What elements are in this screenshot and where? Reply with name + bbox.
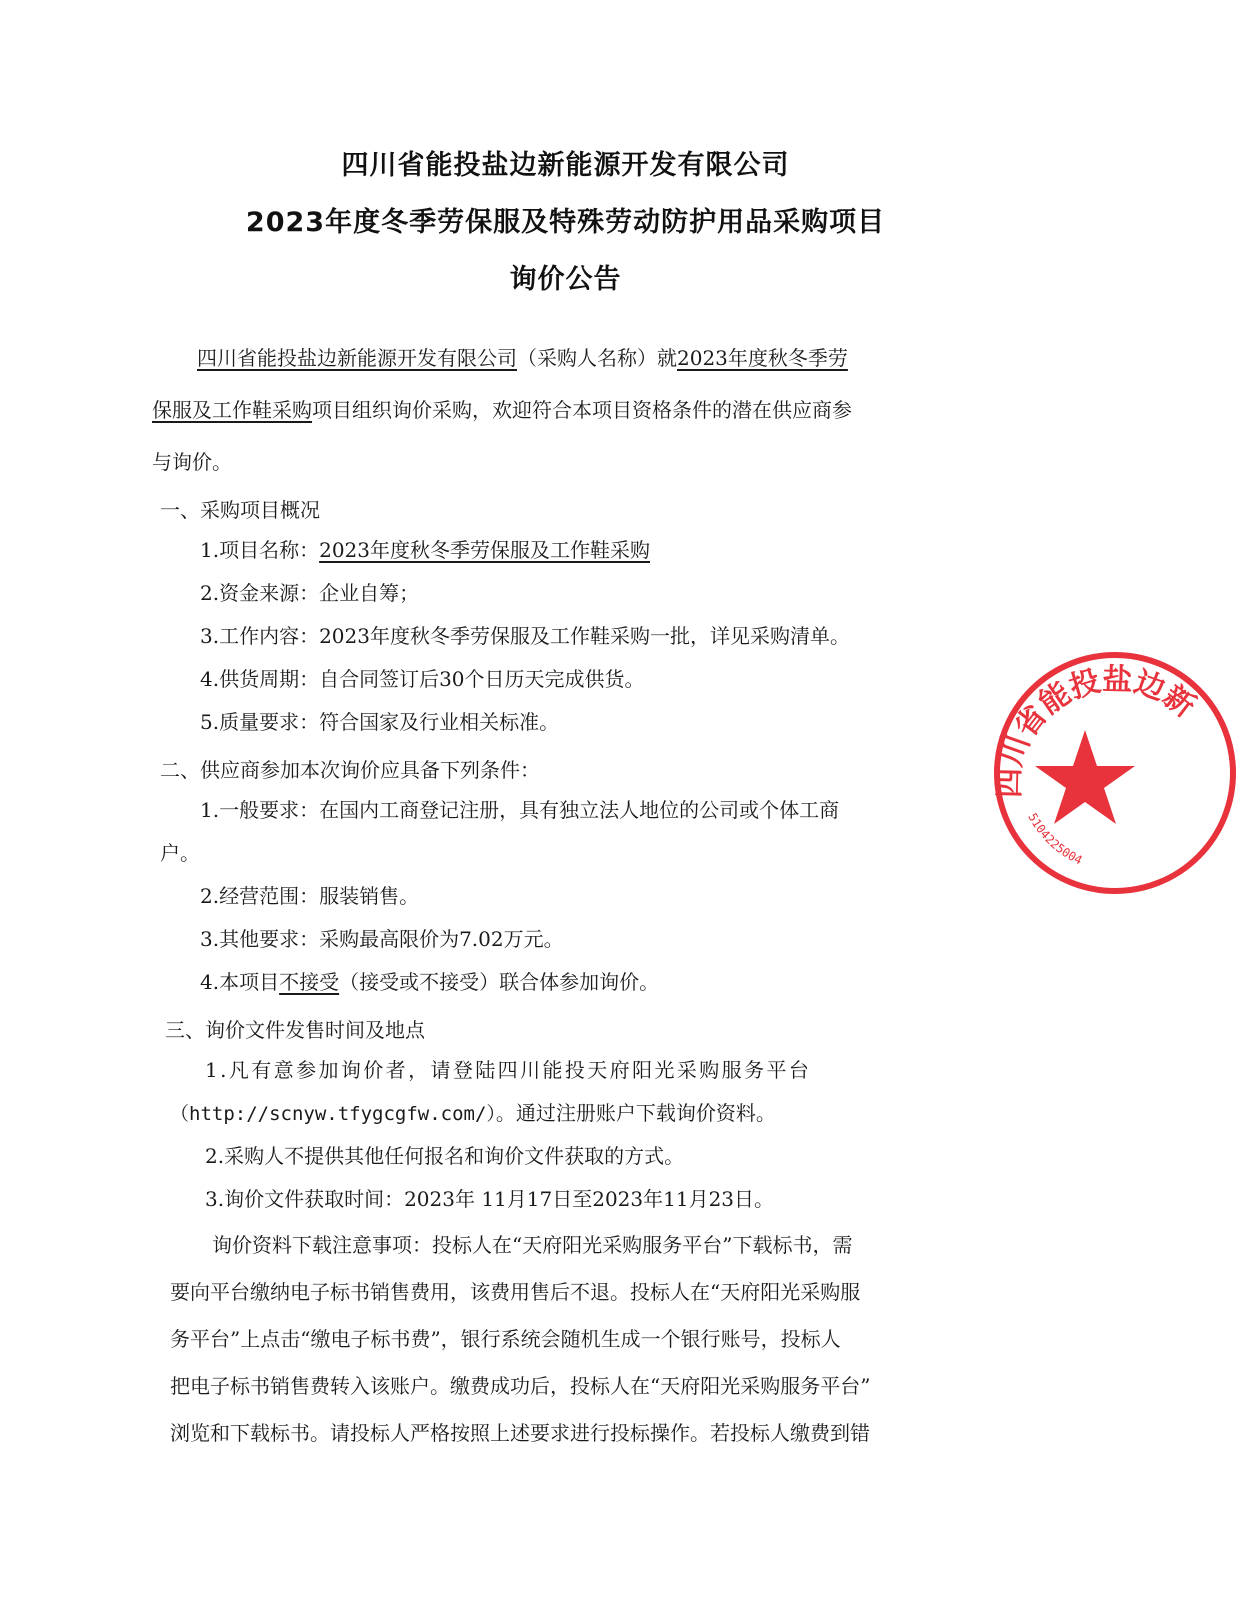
intro-line-2: [152, 396, 852, 424]
section-1-item-2: 2.资金来源：企业自筹；: [200, 581, 420, 605]
url-line-rest: 。通过注册账户下载询价资料。: [495, 1101, 776, 1125]
section-2-item-2: 2.经营范围：服装销售。: [200, 884, 420, 908]
seal-star-icon: [1035, 730, 1135, 824]
section-1-heading: 一、采购项目概况: [160, 498, 320, 522]
section-1-item-3: 3.工作内容：2023年度秋冬季劳保服及工作鞋采购一批，详见采购清单。: [200, 624, 850, 648]
note-line-4: 把电子标书销售费转入该账户。缴费成功后，投标人在“天府阳光采购服务平台”: [170, 1374, 871, 1398]
section-2-heading: 二、供应商参加本次询价应具备下列条件：: [160, 758, 540, 782]
intro-line-1: [197, 344, 848, 372]
note-line-1: 询价资料下载注意事项：投标人在“天府阳光采购服务平台”下载标书，需: [212, 1233, 853, 1257]
section-1-item-1: [200, 536, 650, 564]
section-3-item-1-line-1: 1.凡有意参加询价者，请登陆四川能投天府阳光采购服务平台: [205, 1058, 812, 1082]
section-3-item-3: 3.询价文件获取时间：2023年 11月17日至2023年11月23日。: [205, 1187, 775, 1211]
intro-rest-2: 项目组织询价采购，欢迎符合本项目资格条件的潜在供应商参: [312, 398, 852, 422]
company-seal: [990, 648, 1240, 898]
section-2-item-1-line-2: 户。: [160, 841, 200, 865]
project-name-part-2: 保服及工作鞋采购: [152, 398, 312, 422]
purchaser-note: （采购人名称）就: [517, 346, 677, 370]
purchaser-name: 四川省能投盐边新能源开发有限公司: [197, 346, 517, 370]
title-line-1: 四川省能投盐边新能源开发有限公司: [341, 150, 790, 181]
platform-url: （http://scnyw.tfygcgfw.com/）: [170, 1103, 496, 1125]
section-3-item-2: 2.采购人不提供其他任何报名和询价文件获取的方式。: [205, 1144, 685, 1168]
section-3-heading: 三、询价文件发售时间及地点: [165, 1018, 425, 1042]
title-line-3: 询价公告: [509, 264, 622, 295]
section-1-item-4: 4.供货周期：自合同签订后30个日历天完成供货。: [200, 667, 645, 691]
note-line-5: 浏览和下载标书。请投标人严格按照上述要求进行投标操作。若投标人缴费到错: [170, 1421, 870, 1445]
seal-code: 5104225004: [1025, 810, 1085, 868]
intro-line-3: 与询价。: [152, 450, 232, 474]
note-line-3: 务平台”上点击“缴电子标书费”，银行系统会随机生成一个银行账号，投标人: [170, 1327, 841, 1351]
section-3-item-1-line-2: [170, 1099, 776, 1128]
item-4-post: （接受或不接受）联合体参加询价。: [339, 970, 660, 994]
seal-text: 四川省能投盐边新: [991, 662, 1202, 799]
title-line-2: 2023年度冬季劳保服及特殊劳动防护用品采购项目: [245, 207, 886, 238]
note-line-2: 要向平台缴纳电子标书销售费用，该费用售后不退。投标人在“天府阳光采购服: [170, 1280, 861, 1304]
section-1-item-5: 5.质量要求：符合国家及行业相关标准。: [200, 710, 560, 734]
item-4-pre: 4.本项目: [200, 970, 280, 994]
section-2-item-3: 3.其他要求：采购最高限价为7.02万元。: [200, 927, 564, 951]
item-value: 2023年度秋冬季劳保服及工作鞋采购: [319, 538, 650, 562]
item-4-choice: 不接受: [279, 970, 340, 994]
section-2-item-4: [200, 968, 659, 996]
item-label: 1.项目名称：: [200, 538, 320, 562]
section-2-item-1-line-1: 1.一般要求：在国内工商登记注册，具有独立法人地位的公司或个体工商: [200, 798, 840, 822]
project-name-part-1: 2023年度秋冬季劳: [677, 346, 848, 370]
